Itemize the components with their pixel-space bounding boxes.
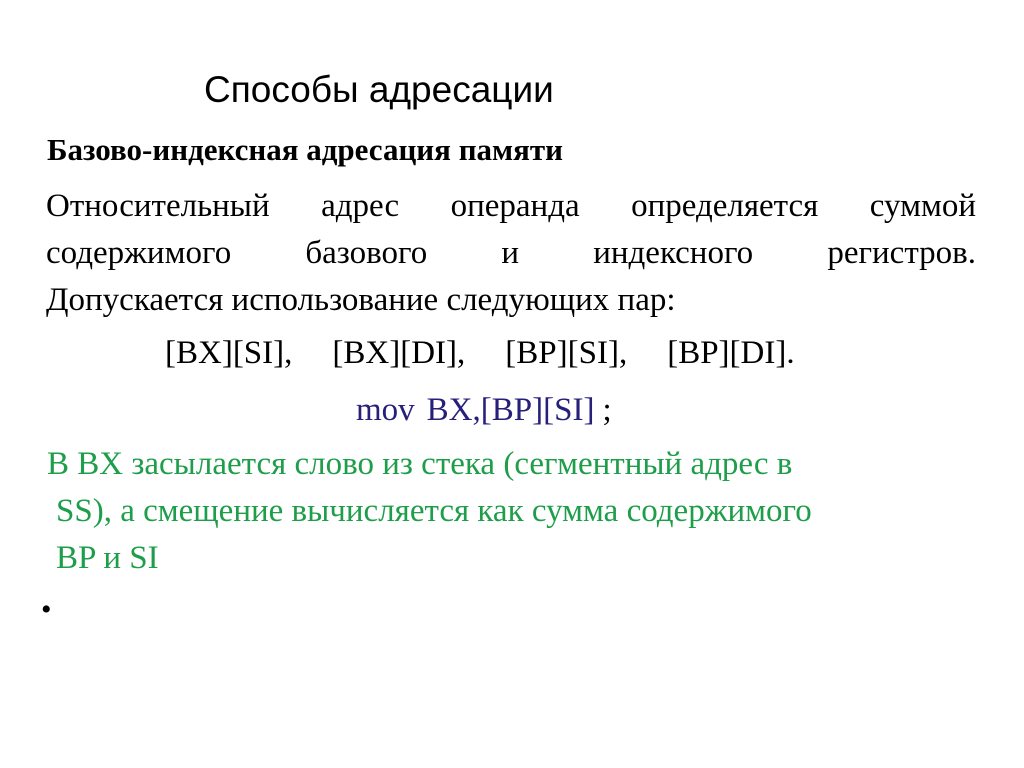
description-line: Относительный адрес операнда определяется суммой [46, 188, 976, 224]
slide-title: Способы адресации [204, 69, 554, 110]
code-instruction: mov [356, 392, 415, 428]
explanation-line: BP и SI [56, 540, 159, 576]
explanation-line: SS), а смещение вычисляется как сумма содержимого [56, 493, 812, 529]
code-terminator: ; [602, 392, 612, 428]
register-pair: [BX][DI], [332, 335, 466, 371]
code-operands: BX,[BP][SI] [426, 392, 595, 428]
empty-bullet: • [41, 593, 52, 626]
code-example [356, 387, 612, 434]
register-pair: [BP][SI], [505, 335, 628, 371]
description-paragraph [46, 183, 976, 324]
explanation-line: В BX засылается слово из стека (сегментный адрес в [47, 446, 793, 482]
register-pair: [BX][SI], [165, 335, 293, 371]
explanation-paragraph [47, 441, 977, 582]
register-pair: [BP][DI]. [667, 335, 795, 371]
register-pairs [165, 330, 835, 377]
section-heading: Базово-индексная адресация памяти [47, 132, 564, 167]
description-line: содержимого базового и индексного регистров. [46, 235, 976, 271]
description-line: Допускается использование следующих пар: [46, 282, 676, 318]
